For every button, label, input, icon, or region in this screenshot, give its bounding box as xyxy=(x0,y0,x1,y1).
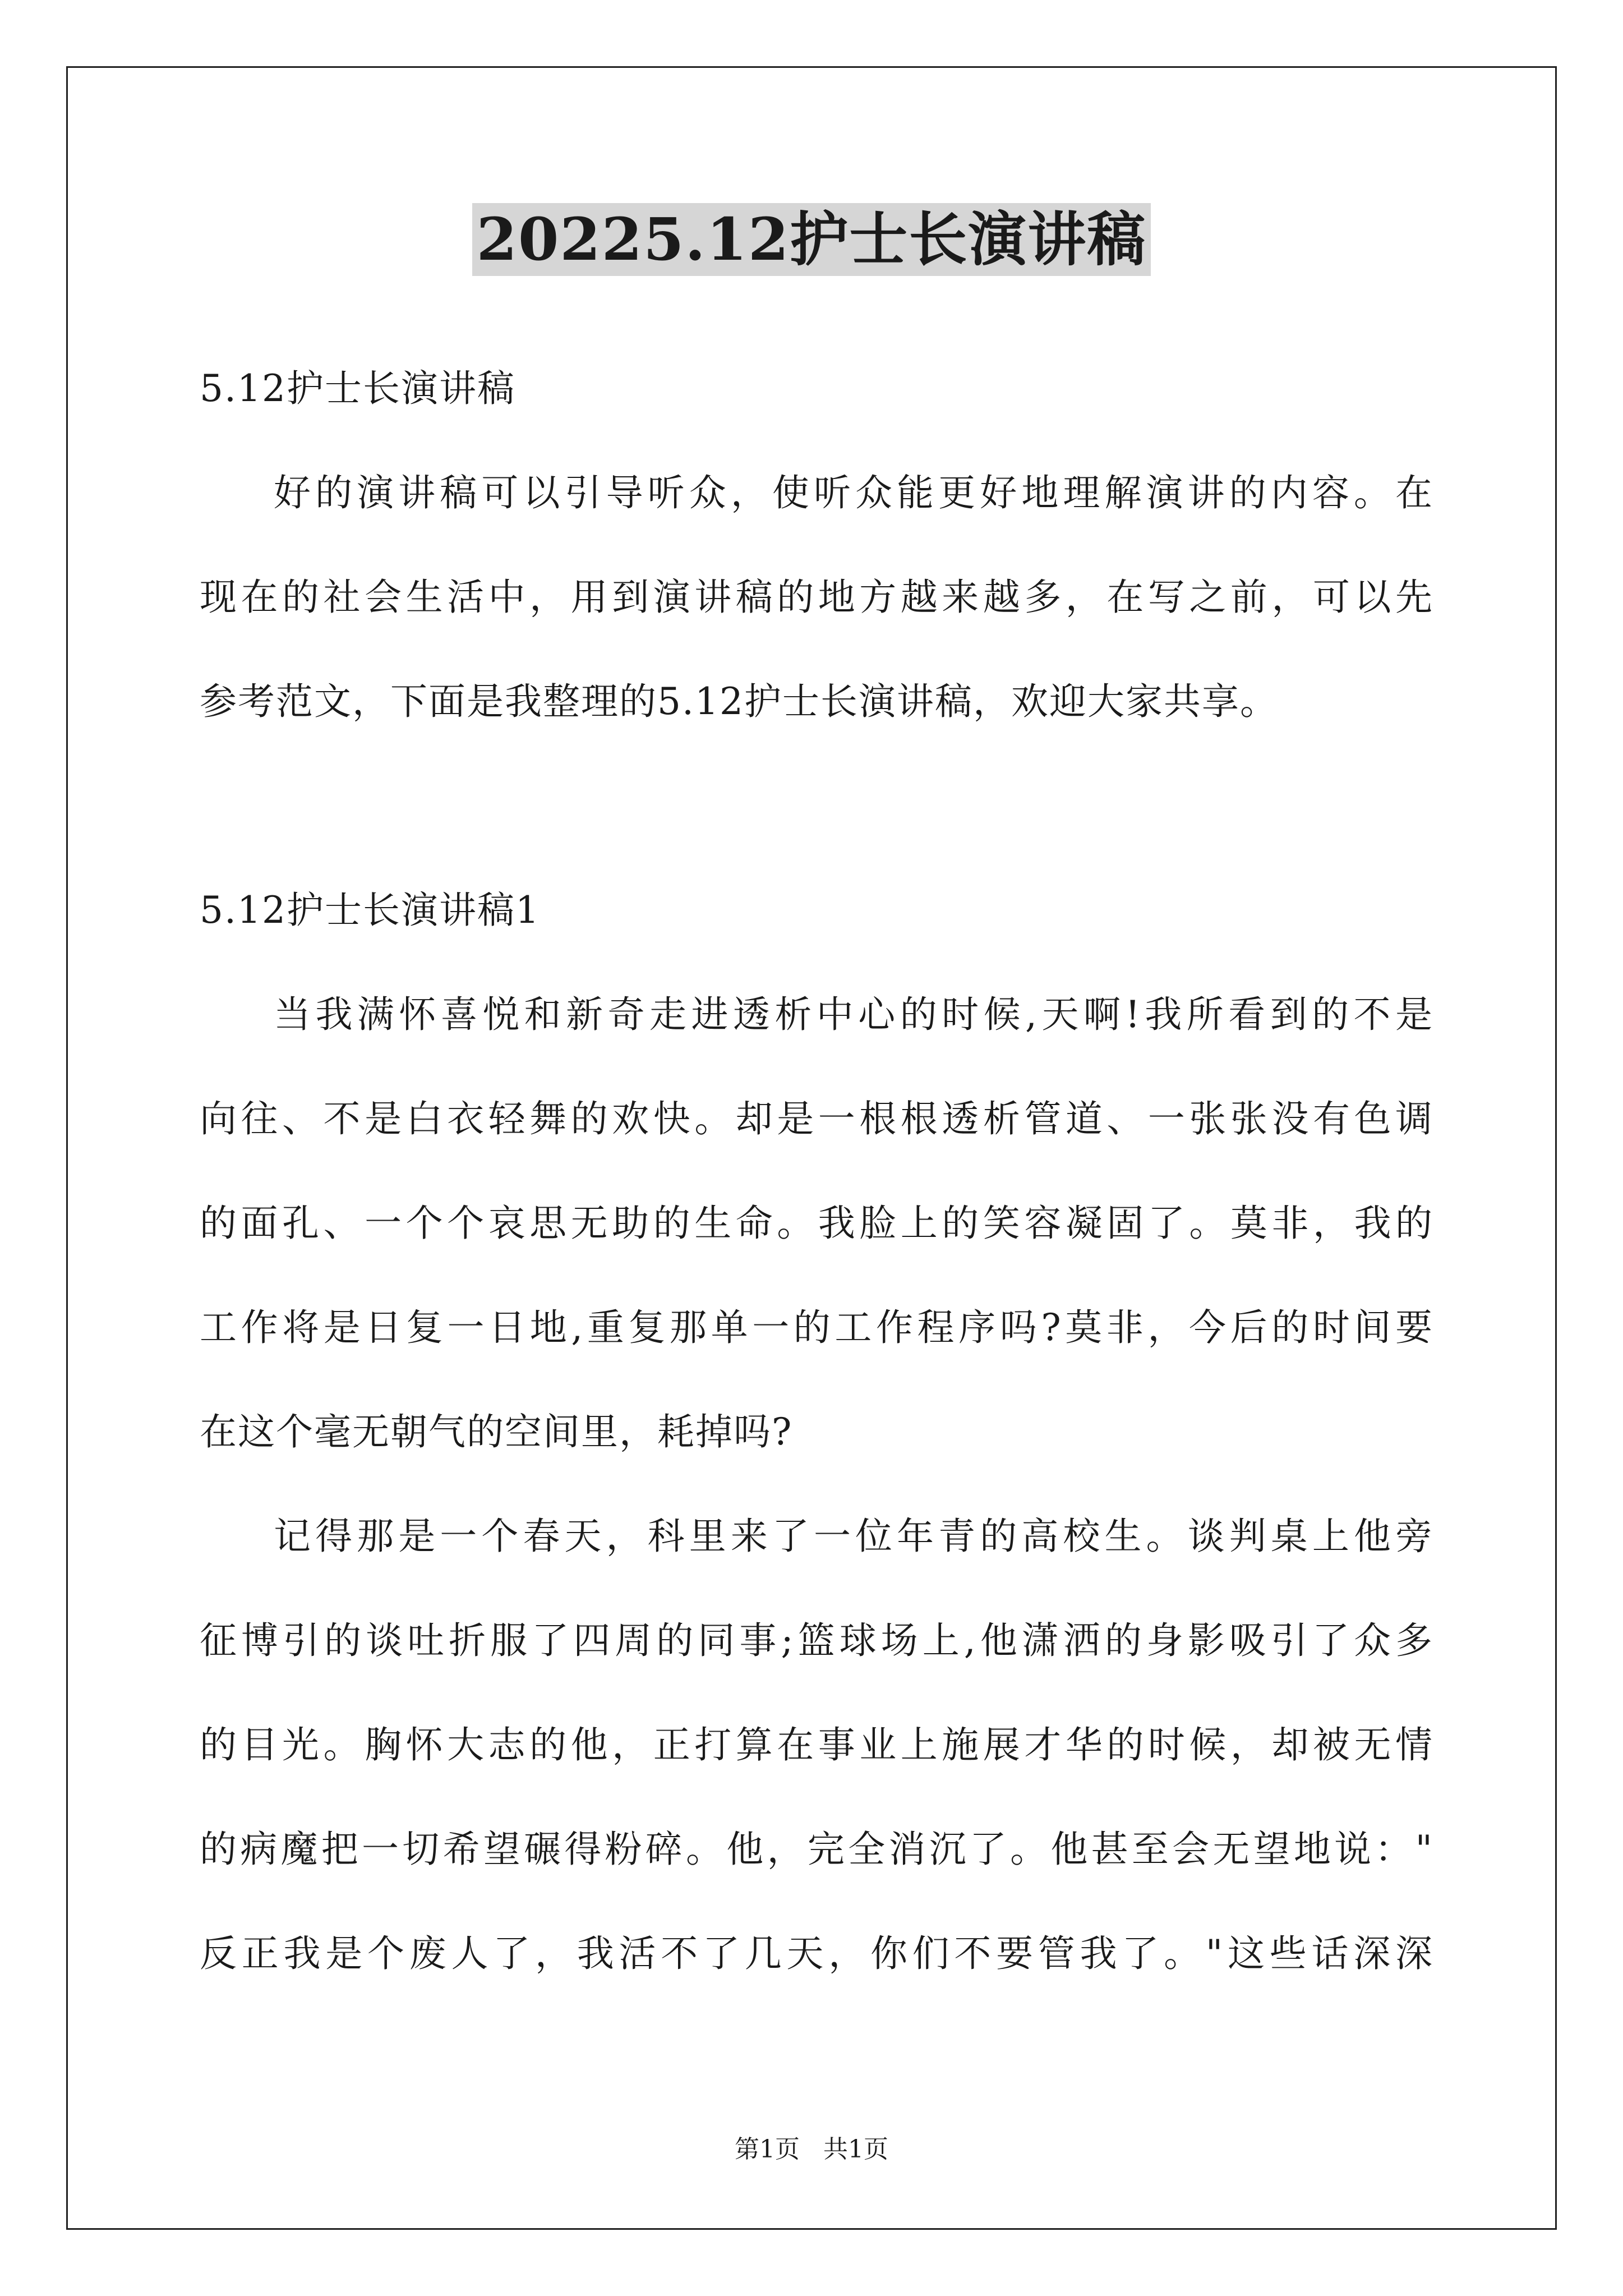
page-number: 第1页 xyxy=(735,2135,800,2164)
intro-line: 现在的社会生活中，用到演讲稿的地方越来越多，在写之前，可以先 xyxy=(200,576,1433,619)
subtitle: 5.12护士长演讲稿 xyxy=(200,367,515,410)
paragraph-line: 反正我是个废人了，我活不了几天，你们不要管我了。"这些话深深 xyxy=(200,1932,1433,1975)
paragraph-gap xyxy=(200,754,1433,858)
paragraph-line: 征博引的谈吐折服了四周的同事;篮球场上,他潇洒的身影吸引了众多 xyxy=(200,1619,1433,1662)
paragraph-line: 的面孔、一个个哀思无助的生命。我脸上的笑容凝固了。莫非，我的 xyxy=(200,1202,1433,1245)
document-body xyxy=(200,337,1433,2006)
intro-line: 参考范文，下面是我整理的5.12护士长演讲稿，欢迎大家共享。 xyxy=(200,680,1278,723)
intro-line: 好的演讲稿可以引导听众，使听众能更好地理解演讲的内容。在 xyxy=(274,471,1433,514)
section-heading: 5.12护士长演讲稿1 xyxy=(200,889,540,932)
paragraph-line: 的目光。胸怀大志的他，正打算在事业上施展才华的时候，却被无情 xyxy=(200,1723,1433,1766)
document-title: 20225.12护士长演讲稿 xyxy=(472,203,1151,276)
paragraph-line: 记得那是一个春天，科里来了一位年青的高校生。谈判桌上他旁 xyxy=(274,1515,1433,1558)
paragraph-line: 在这个毫无朝气的空间里，耗掉吗? xyxy=(200,1410,793,1453)
title-container xyxy=(0,203,1623,276)
paragraph-line: 当我满怀喜悦和新奇走进透析中心的时候,天啊!我所看到的不是 xyxy=(274,993,1433,1036)
page-footer xyxy=(0,2133,1623,2166)
paragraph-line: 的病魔把一切希望碾得粉碎。他，完全消沉了。他甚至会无望地说：" xyxy=(200,1828,1433,1871)
paragraph-line: 工作将是日复一日地,重复那单一的工作程序吗?莫非，今后的时间要 xyxy=(200,1306,1433,1349)
page-total: 共1页 xyxy=(823,2135,888,2164)
paragraph-line: 向往、不是白衣轻舞的欢快。却是一根根透析管道、一张张没有色调 xyxy=(200,1097,1433,1140)
